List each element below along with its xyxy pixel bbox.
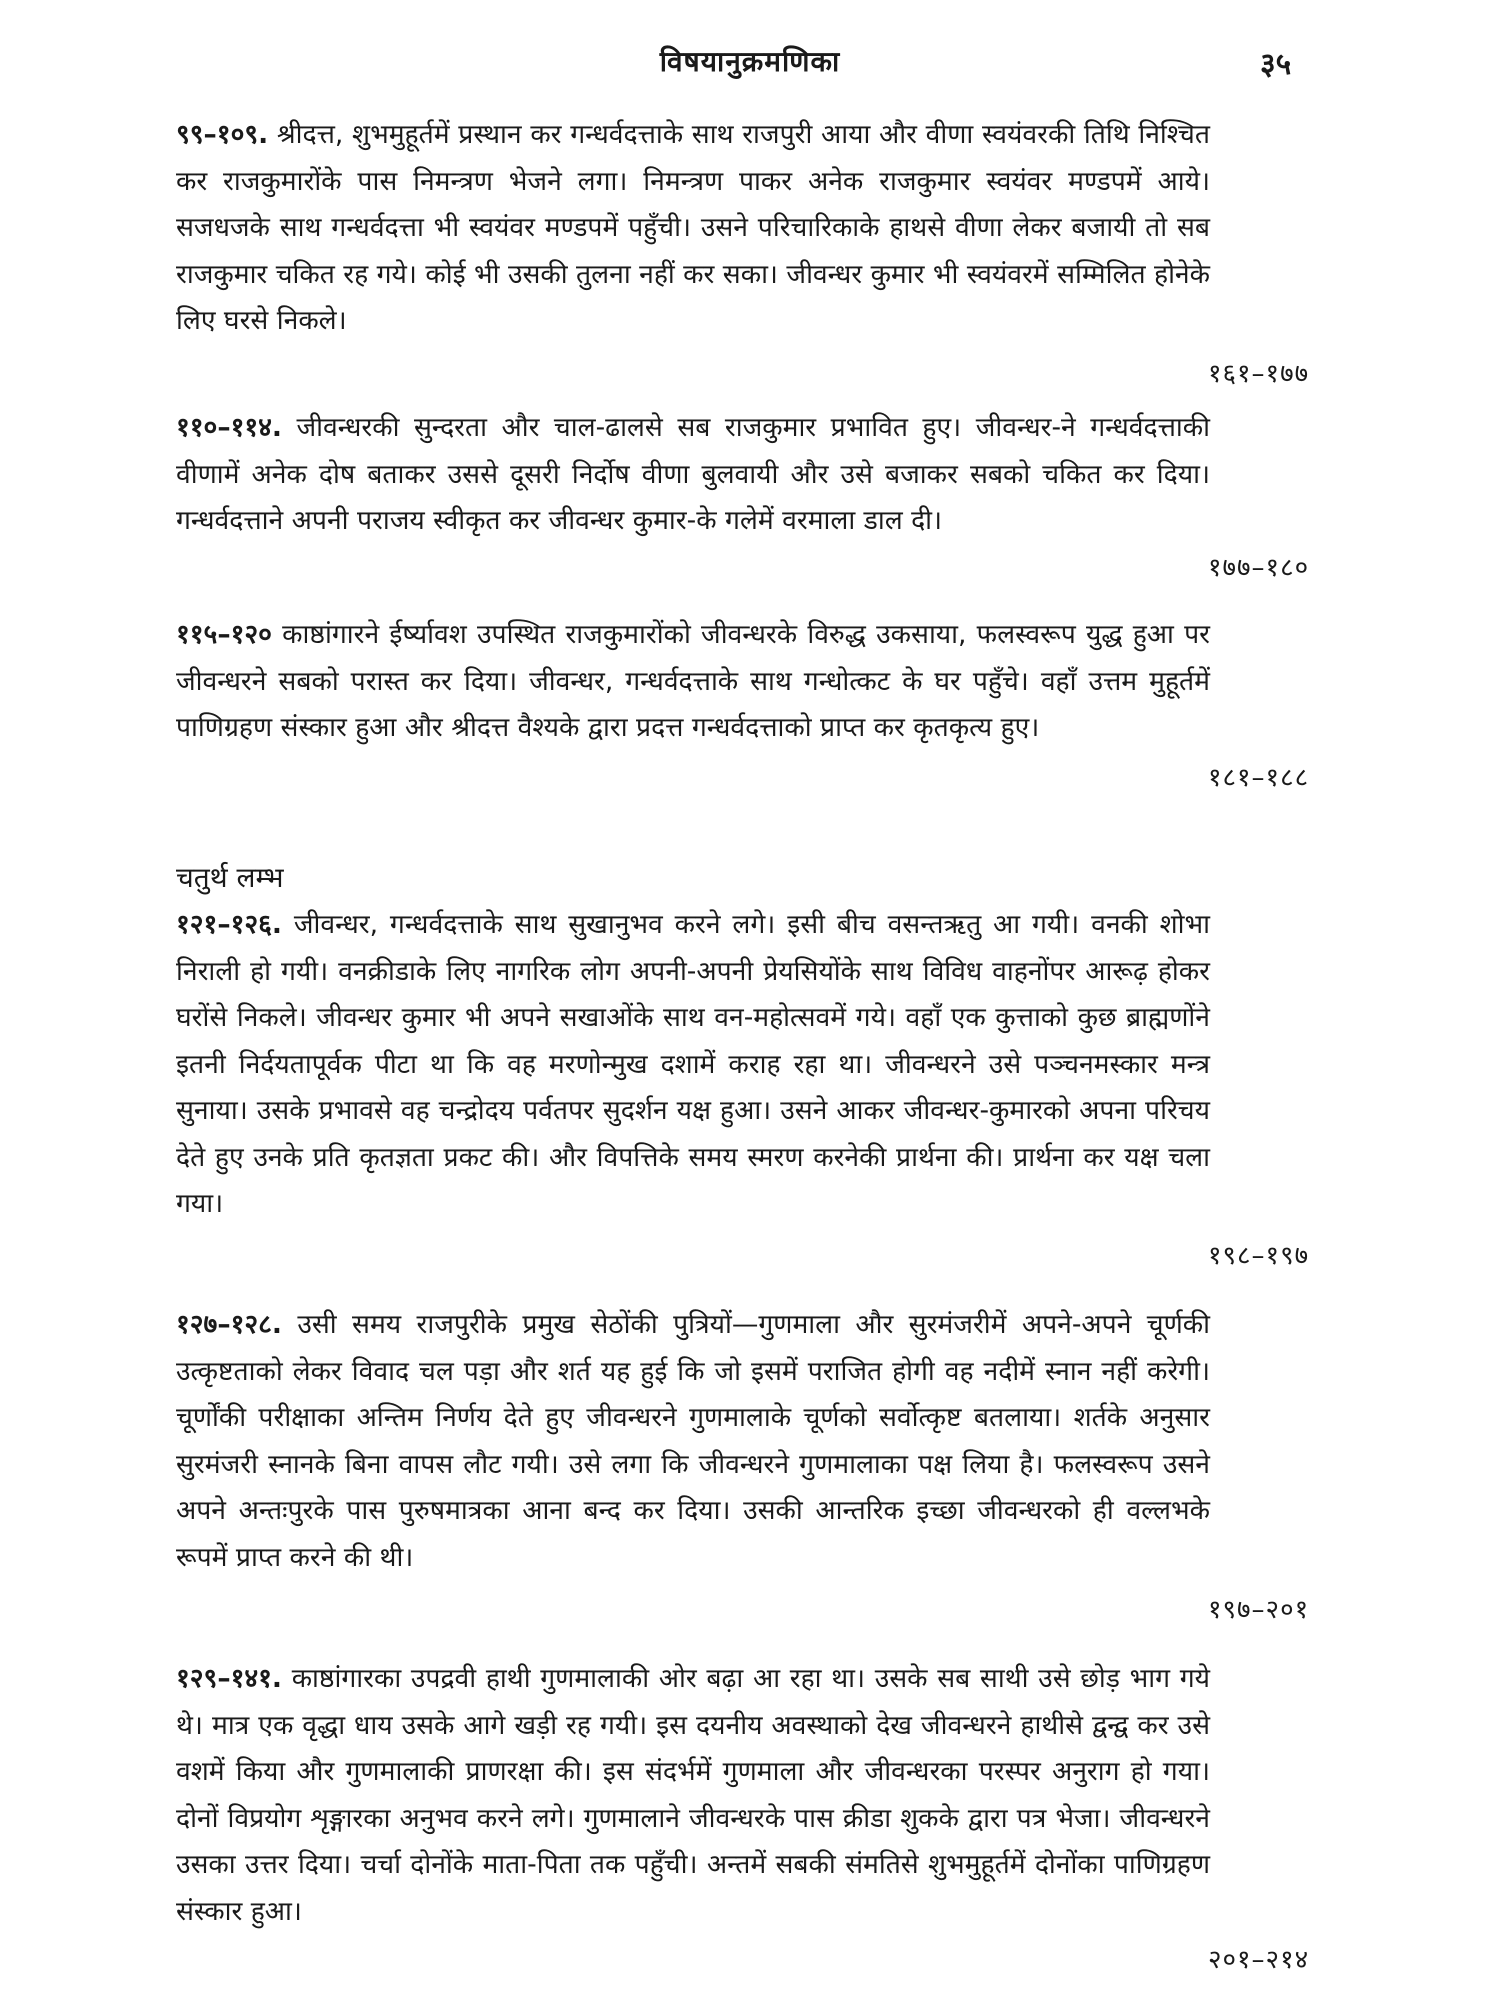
page-ref: २०१–२१४ bbox=[1208, 1945, 1310, 1975]
page-ref: १९८–१९७ bbox=[1208, 1241, 1310, 1271]
page-ref: १८१–१८८ bbox=[1208, 763, 1310, 793]
page-ref: १६१–१७७ bbox=[1208, 359, 1310, 389]
entry-129-141 bbox=[176, 1656, 1210, 1935]
entry-99-109 bbox=[176, 112, 1210, 345]
section-heading: चतुर्थ लम्भ bbox=[176, 861, 284, 894]
page-ref: १९७–२०१ bbox=[1208, 1595, 1310, 1625]
entry-121-126 bbox=[176, 902, 1210, 1228]
page-number: ३५ bbox=[1260, 47, 1292, 82]
page-ref: १७७–१८० bbox=[1208, 553, 1310, 583]
entry-range: ११०–११४. bbox=[176, 412, 282, 443]
entry-text: उसी समय राजपुरीके प्रमुख सेठोंकी पुत्रियों—गुणमाला और सुरमंजरीमें अपने-अपने चूर्णकी उत्कृष्टताको लेकर विवाद चल पड़ा और शर्त यह हुई कि जो इसमें पराजित होगी वह नदीमें स्नान नहीं करेगी। चूर्णोंकी परीक्षाका अन्तिम निर्णय देते हुए जीवन्धरने गुणमालाके चूर्णको सर्वोत्कृष्ट बतलाया। शर्तके अनुसार सुरमंजरी स्नानके बिना वापस लौट गयी। उसे लगा कि जीवन्धरने गुणमालाका पक्ष लिया है। फलस्वरूप उसने अपने अन्तःपुरके पास पुरुषमात्रका आना बन्द कर दिया। उसकी आन्तरिक इच्छा जीवन्धरको ही वल्लभके रूपमें प्राप्त करने की थी। bbox=[176, 1309, 1210, 1573]
entry-text: काष्ठांगारने ईर्ष्यावश उपस्थित राजकुमारोंको जीवन्धरके विरुद्ध उकसाया, फलस्वरूप युद्ध हुआ पर जीवन्धरने सबको परास्त कर दिया। जीवन्धर, गन्धर्वदत्ताके साथ गन्धोत्कट के घर पहुँचे। वहाँ उत्तम मुहूर्तमें पाणिग्रहण संस्कार हुआ और श्रीदत्त वैश्यके द्वारा प्रदत्त गन्धर्वदत्ताको प्राप्त कर कृतकृत्य हुए। bbox=[176, 619, 1210, 743]
entry-text: श्रीदत्त, शुभमुहूर्तमें प्रस्थान कर गन्धर्वदत्ताके साथ राजपुरी आया और वीणा स्वयंवरकी तिथि निश्चित कर राजकुमारोंके पास निमन्त्रण भेजने लगा। निमन्त्रण पाकर अनेक राजकुमार स्वयंवर मण्डपमें आये। सजधजके साथ गन्धर्वदत्ता भी स्वयंवर मण्डपमें पहुँची। उसने परिचारिकाके हाथसे वीणा लेकर बजायी तो सब राजकुमार चकित रह गये। कोई भी उसकी तुलना नहीं कर सका। जीवन्धर कुमार भी स्वयंवरमें सम्मिलित होनेके लिए घरसे निकले। bbox=[176, 119, 1210, 336]
entry-text: जीवन्धरकी सुन्दरता और चाल-ढालसे सब राजकुमार प्रभावित हुए। जीवन्धर-ने गन्धर्वदत्ताकी वीणामें अनेक दोष बताकर उससे दूसरी निर्दोष वीणा बुलवायी और उसे बजाकर सबको चकित कर दिया। गन्धर्वदत्ताने अपनी पराजय स्वीकृत कर जीवन्धर कुमार-के गलेमें वरमाला डाल दी। bbox=[176, 412, 1210, 536]
entry-range: १२९–१४१. bbox=[176, 1663, 282, 1694]
entry-text: जीवन्धर, गन्धर्वदत्ताके साथ सुखानुभव करने लगे। इसी बीच वसन्तऋतु आ गयी। वनकी शोभा निराली हो गयी। वनक्रीडाके लिए नागरिक लोग अपनी-अपनी प्रेयसियोंके साथ विविध वाहनोंपर आरूढ़ होकर घरोंसे निकले। जीवन्धर कुमार भी अपने सखाओंके साथ वन-महोत्सवमें गये। वहाँ एक कुत्ताको कुछ ब्राह्मणोंने इतनी निर्दयतापूर्वक पीटा था कि वह मरणोन्मुख दशामें कराह रहा था। जीवन्धरने उसे पञ्चनमस्कार मन्त्र सुनाया। उसके प्रभावसे वह चन्द्रोदय पर्वतपर सुदर्शन यक्ष हुआ। उसने आकर जीवन्धर-कुमारको अपना परिचय देते हुए उनके प्रति कृतज्ञता प्रकट की। और विपत्तिके समय स्मरण करनेकी प्रार्थना की। प्रार्थना कर यक्ष चला गया। bbox=[176, 909, 1210, 1219]
entry-range: १२१–१२६. bbox=[176, 909, 282, 940]
entry-range: ११५–१२० bbox=[176, 619, 272, 650]
entry-110-114 bbox=[176, 405, 1210, 545]
entry-115-120 bbox=[176, 612, 1210, 752]
entry-range: ९९–१०९. bbox=[176, 119, 269, 150]
entry-text: काष्ठांगारका उपद्रवी हाथी गुणमालाकी ओर बढ़ा आ रहा था। उसके सब साथी उसे छोड़ भाग गये थे। मात्र एक वृद्धा धाय उसके आगे खड़ी रह गयी। इस दयनीय अवस्थाको देख जीवन्धरने हाथीसे द्वन्द्व कर उसे वशमें किया और गुणमालाकी प्राणरक्षा की। इस संदर्भमें गुणमाला और जीवन्धरका परस्पर अनुराग हो गया। दोनों विप्रयोग शृङ्गारका अनुभव करने लगे। गुणमालाने जीवन्धरके पास क्रीडा शुकके द्वारा पत्र भेजा। जीवन्धरने उसका उत्तर दिया। चर्चा दोनोंके माता-पिता तक पहुँची। अन्तमें सबकी संमतिसे शुभमुहूर्तमें दोनोंका पाणिग्रहण संस्कार हुआ। bbox=[176, 1663, 1210, 1927]
entry-range: १२७–१२८. bbox=[176, 1309, 282, 1340]
entry-127-128 bbox=[176, 1302, 1210, 1581]
running-title: विषयानुक्रमणिका bbox=[659, 45, 841, 78]
